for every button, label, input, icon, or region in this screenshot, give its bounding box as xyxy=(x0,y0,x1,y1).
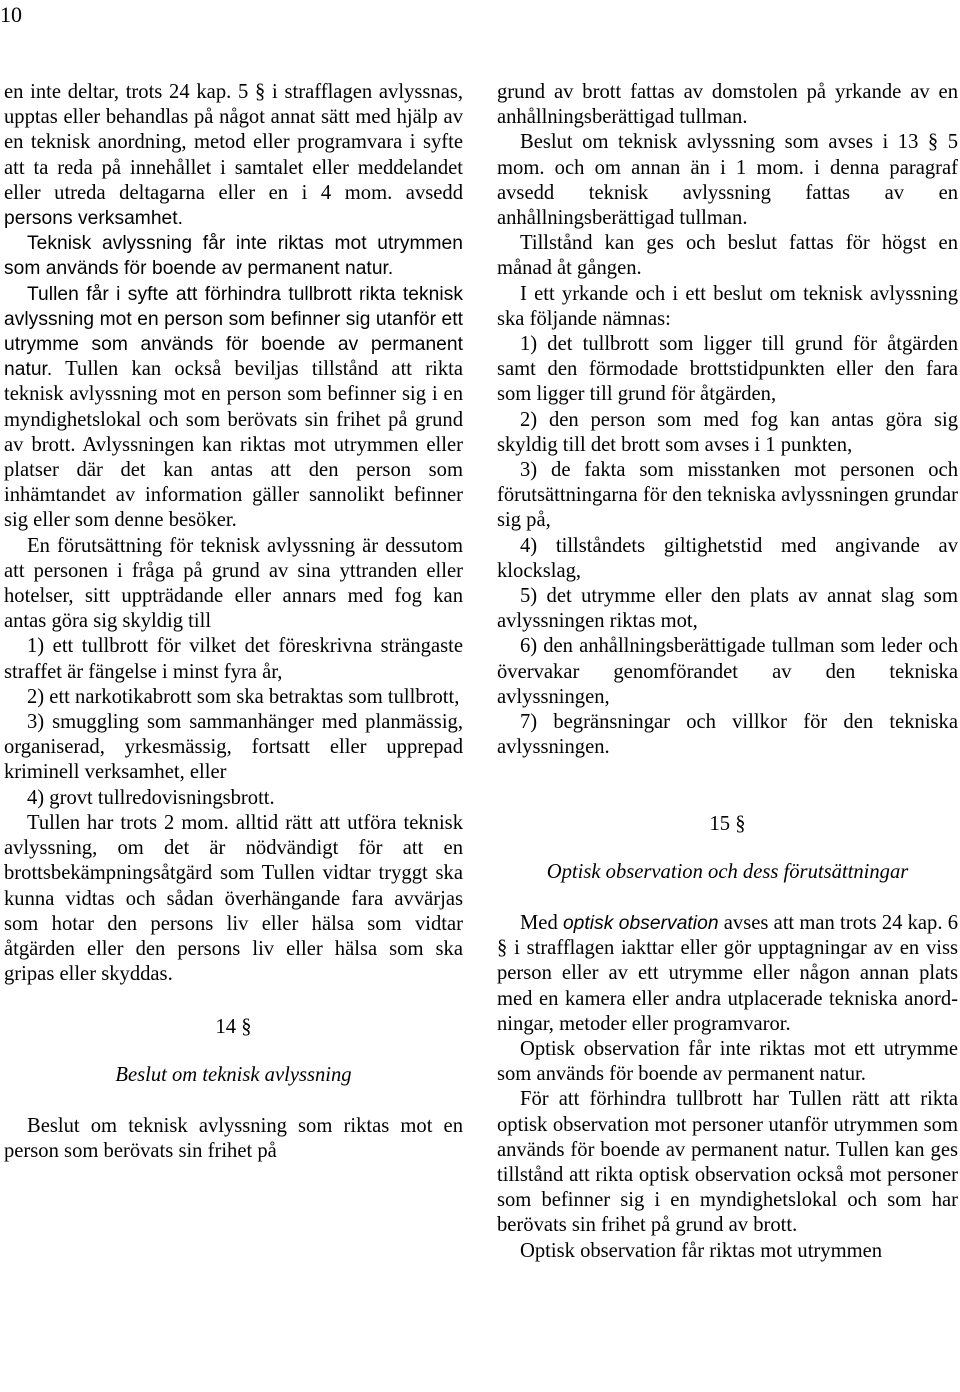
paragraph xyxy=(497,911,958,1037)
paragraph-text-sans: Tullen får i syfte att förhindra tullbrott rikta teknisk avlyssning mot en person som befinner sig utanför ett utrymme som används för boende av permanent natur. xyxy=(4,283,463,381)
left-column xyxy=(4,80,463,1164)
list-item: 1) det tullbrott som ligger till grund för åtgärden samt den förmodade brottstidpunkten eller den fara som ligger till grund för åtgärden, xyxy=(497,333,958,406)
section-number: 15 § xyxy=(709,813,746,836)
list-item: 6) den anhållningsberättigade tullman som leder och övervakar genomförandet av den tekniska avlyssningen, xyxy=(497,635,958,708)
paragraph: grund av brott fattas av domstolen på yrkande av en anhållningsberättigad tullman. xyxy=(497,81,958,129)
paragraph: En förutsättning för teknisk avlyssning är dessutom att personen i fråga på grund av sina yttranden eller hotelser, sitt uppträdande eller annars med fog kan antas göra sig skyldig till xyxy=(4,534,463,633)
list-item: 1) ett tullbrott för vilket det föreskrivna strängaste straffet är fängelse i minst fyra år, xyxy=(4,635,463,683)
paragraph-text: avses att man trots 24 kap. 6 § i strafflagen iakttar eller gör upptagningar av en viss person eller av ett utrymme eller någon annan plats med en kamera eller andra utplacerade tekniska anordningar, metoder eller programvaror. xyxy=(497,911,958,1035)
paragraph: Beslut om teknisk avlyssning som riktas mot en person som berövats sin frihet på xyxy=(4,1114,463,1162)
paragraph: Optisk observation får inte riktas mot ett utrymme som används för boende av permanent natur. xyxy=(497,1037,958,1086)
paragraph: Beslut om teknisk avlyssning som avses i 13 § 5 mom. och om annan än i 1 mom. i denna paragraf avsedd teknisk avlyssning fattas av en anhållningsberättigad tullman. xyxy=(497,131,958,230)
paragraph-text: Tullen kan också beviljas tillstånd att rikta teknisk avlyssning mot en person som befinner sig i en myndighetslokal och som berövats sin frihet på grund av brott. Avlyssningen kan riktas mot utrymmen eller platser där det kan antas att den person som inhämtandet av information gäller sannolikt befinner sig eller som denne besöker. xyxy=(4,358,463,532)
list-item: 2) ett narkotikabrott som ska betraktas som tullbrott, xyxy=(27,685,460,708)
page-number: 10 xyxy=(0,2,22,27)
section-title: Optisk observation och dess förutsättningar xyxy=(546,860,909,883)
list-item: 7) begränsningar och villkor för den tekniska avlyssningen. xyxy=(497,711,958,759)
section-number: 14 § xyxy=(215,1016,252,1039)
right-column xyxy=(497,80,958,1264)
list-item: 5) det utrymme eller den plats av annat slag som avlyssningen riktas mot, xyxy=(497,585,958,633)
list-item: 4) tillståndets giltighetstid med angivande av klockslag, xyxy=(497,534,958,582)
list-item: 4) grovt tullredovisningsbrott. xyxy=(27,786,275,809)
paragraph-text: Med xyxy=(520,911,563,934)
paragraph: Optisk observation får riktas mot utrymmen xyxy=(520,1239,883,1262)
list-item: 3) smuggling som sammanhänger med planmässig, organiserad, yrkesmässig, fortsatt eller upprepad kriminell verksamhet, eller xyxy=(4,711,463,784)
list-item: 2) den person som med fog kan antas göra sig skyldig till det brott som avses i 1 punkten, xyxy=(497,408,958,456)
paragraph-text-sans: persons verksamhet. xyxy=(4,208,184,230)
section-title: Beslut om teknisk avlyssning xyxy=(115,1063,352,1086)
paragraph: I ett yrkande och i ett beslut om teknisk avlyssning ska följande nämnas: xyxy=(497,282,958,330)
paragraph: För att förhindra tullbrott har Tullen rätt att rikta optisk observation mot personer utanför utrymmen som används för boende av permanent natur. Tullen kan ges tillstånd att rikta optisk observation också mot personer som befinner sig i en myndighetslokal och som har berövats sin frihet på grund av brott. xyxy=(497,1088,958,1237)
list-item: 3) de fakta som misstanken mot personen och förutsättningarna för den tekniska avlyssningen grundar sig på, xyxy=(497,459,958,532)
paragraph: Teknisk avlyssning får inte riktas mot utrymmen som används för boende av permanent natur. xyxy=(4,233,463,280)
paragraph xyxy=(4,80,463,231)
paragraph-text: en inte deltar, trots 24 kap. 5 § i strafflagen avlyssnas, upptas eller behandlas på något annat sätt med hjälp av en teknisk anordning, metod eller programvara i syfte att ta reda på innehållet i samtalet eller meddelandet eller utreda deltagarna eller en i 4 mom. avsedd xyxy=(4,81,463,204)
defined-term: optisk observation xyxy=(562,912,719,934)
paragraph: Tillstånd kan ges och beslut fattas för högst en månad åt gången. xyxy=(497,232,958,280)
paragraph xyxy=(4,282,463,534)
paragraph: Tullen har trots 2 mom. alltid rätt att utföra teknisk avlyssning, om det är nödvändigt för att en brottsbekämpningsåtgärd som Tullen vidtar tryggt ska kunna vidtas och sådan överhängande fara avvärjas som hotar den persons liv eller hälsa som vidtar åtgärden eller den persons liv eller hälsa som ska gripas eller skyddas. xyxy=(4,811,463,986)
